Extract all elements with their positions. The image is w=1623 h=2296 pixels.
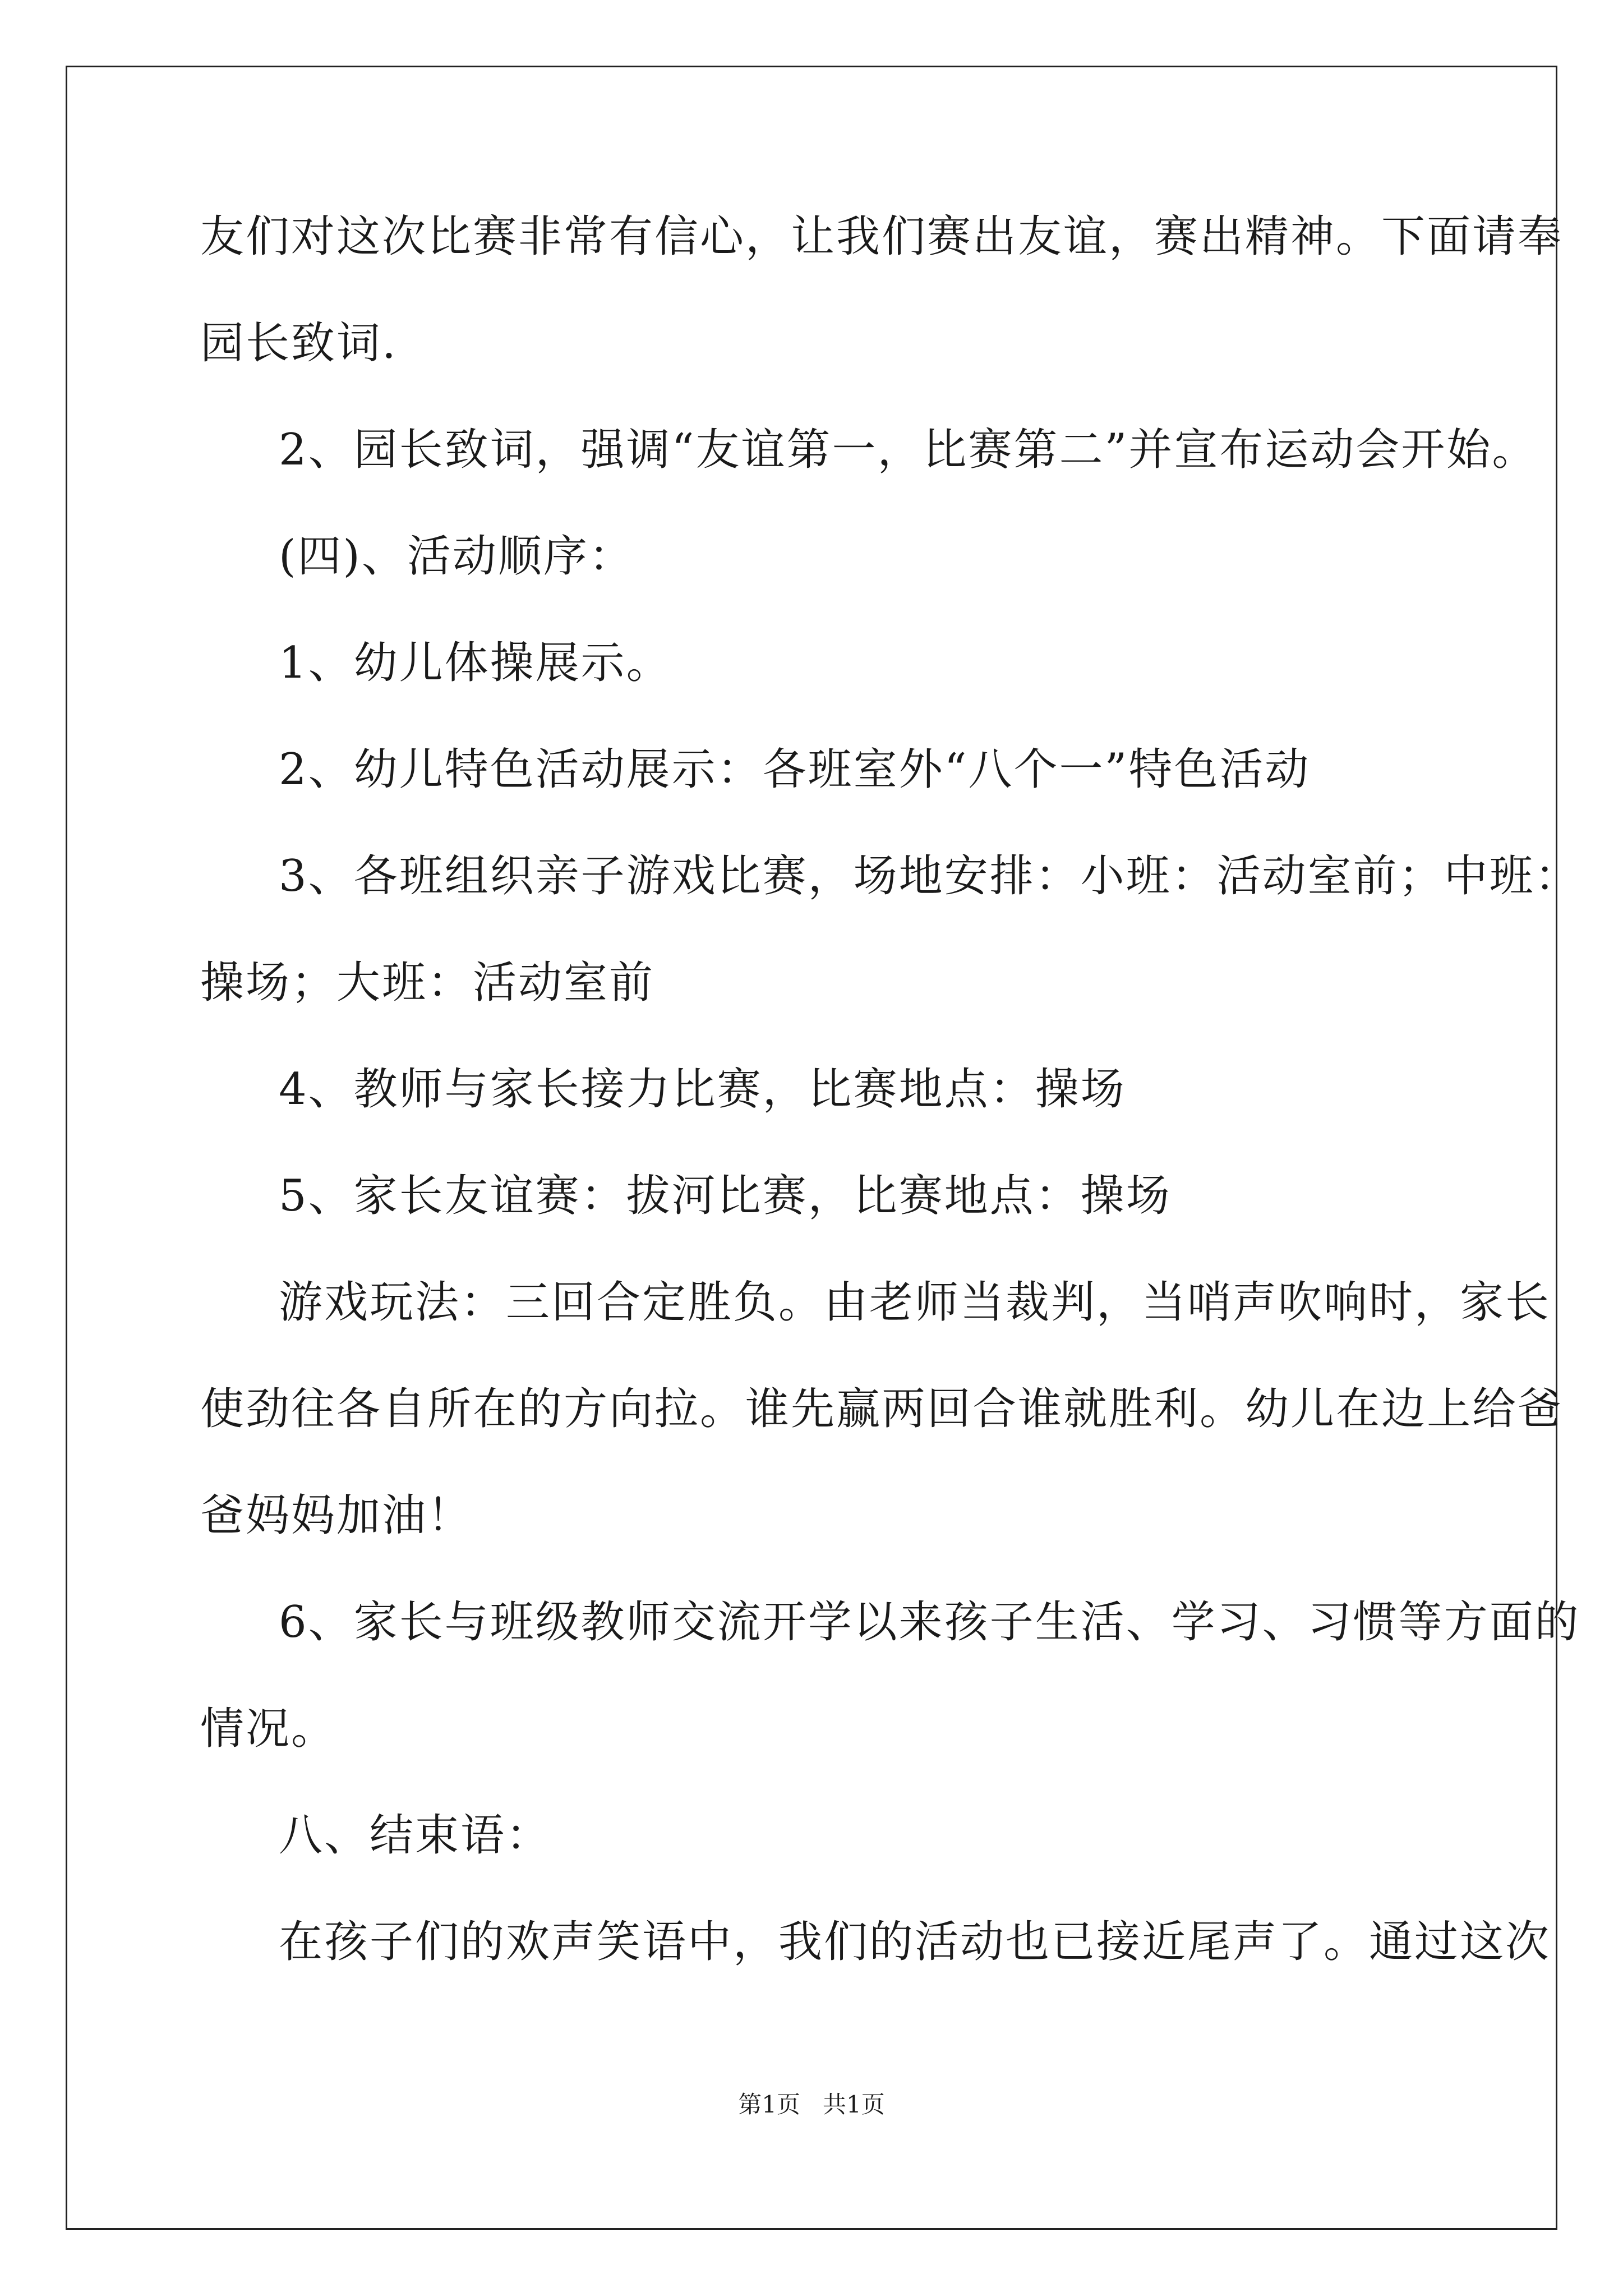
paragraph-line: 1、幼儿体操展示。 — [279, 638, 672, 688]
paragraph-line: 2、幼儿特色活动展示：各班室外“八个一”特色活动 — [279, 744, 1311, 795]
paragraph-line: 友们对这次比赛非常有信心，让我们赛出友谊，赛出精神。下面请奉 — [200, 211, 1564, 262]
paragraph-line: 园长致词. — [200, 318, 398, 369]
page-border — [66, 66, 1557, 2230]
paragraph-line: 情况。 — [200, 1704, 337, 1754]
paragraph-line: 使劲往各自所在的方向拉。谁先赢两回合谁就胜利。幼儿在边上给爸 — [200, 1384, 1564, 1434]
paragraph-line: 爸妈妈加油！ — [200, 1490, 473, 1541]
paragraph-line: 游戏玩法：三回合定胜负。由老师当裁判，当哨声吹响时，家长 — [279, 1277, 1551, 1328]
section-heading: (四)、活动顺序： — [279, 531, 634, 582]
section-heading: 八、结束语： — [279, 1810, 552, 1861]
paragraph-line: 2、园长致词，强调“友谊第一，比赛第二”并宣布运动会开始。 — [279, 425, 1538, 475]
paragraph-line: 6、家长与班级教师交流开学以来孩子生活、学习、习惯等方面的 — [279, 1597, 1580, 1648]
paragraph-line: 操场；大班：活动室前 — [200, 958, 655, 1008]
paragraph-line: 4、教师与家长接力比赛，比赛地点：操场 — [279, 1064, 1126, 1115]
paragraph-line: 3、各班组织亲子游戏比赛，场地安排：小班：活动室前；中班： — [279, 851, 1580, 901]
paragraph-line: 在孩子们的欢声笑语中，我们的活动也已接近尾声了。通过这次 — [279, 1917, 1551, 1967]
page-number-footer: 第1页 共1页 — [738, 2091, 885, 2118]
paragraph-line: 5、家长友谊赛：拔河比赛，比赛地点：操场 — [279, 1171, 1172, 1221]
